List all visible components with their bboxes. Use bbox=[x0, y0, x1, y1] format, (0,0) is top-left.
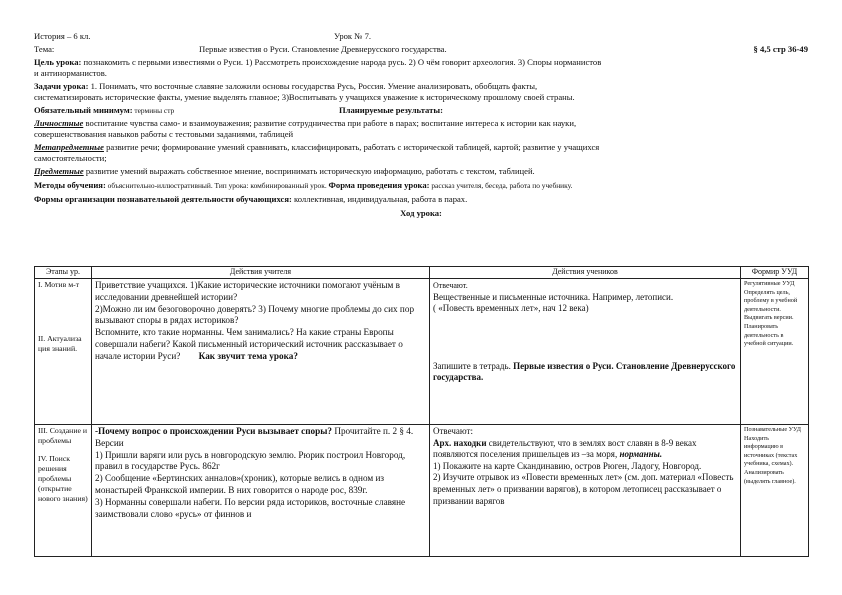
meta-text: развитие речи; формирование умений сравнивать, классифицировать, работать с исторической таблицей, картой; развитие у учащихся bbox=[103, 142, 600, 152]
table-row bbox=[35, 279, 809, 425]
uud-cell bbox=[741, 425, 809, 557]
pupil-actions-cell bbox=[430, 425, 741, 557]
teacher-actions-cell bbox=[92, 425, 430, 557]
textbook-pages: § 4,5 стр 36-49 bbox=[753, 44, 808, 54]
tasks-text: 1. Понимать, что восточные славяне заложили основы государства Русь, Россия. Умение анализировать, обобщать факты, bbox=[88, 81, 538, 91]
forms-text: коллективная, индивидуальная, работа в парах. bbox=[291, 194, 468, 204]
teacher-paragraph: -Почему вопрос о происхождении Руси вызывает споры? Прочитайте п. 2 § 4. Версии bbox=[95, 426, 414, 448]
course-title: Ход урока: bbox=[400, 208, 442, 218]
goal-label: Цель урока: bbox=[34, 57, 82, 67]
lesson-form-label: Форма проведения урока: bbox=[328, 180, 430, 190]
pupil-answer: Отвечают. bbox=[433, 281, 468, 290]
subject-title: История – 6 кл. bbox=[34, 31, 91, 41]
stage-cell bbox=[35, 279, 92, 425]
teacher-paragraph: 2) Сообщение «Бертинских анналов»(хроник), которые велись в одном из монастырей Франкской империи. В них говорится о народе рос, 839г. bbox=[95, 473, 385, 495]
meta-label: Метапредметные bbox=[34, 142, 104, 152]
minimum-text: термины стр bbox=[132, 106, 175, 115]
minimum-label: Обязательный минимум: bbox=[34, 105, 133, 115]
pupil-answer: 2) Изучите отрывок из «Повести временных лет» (см. доп. материал «Повесть временных лет» о призвании варягов), в котором летописец рассказывает о призвании варягов bbox=[433, 472, 734, 506]
header-line-1 bbox=[34, 31, 808, 42]
personal-line-2 bbox=[34, 129, 808, 140]
teacher-paragraph: 3) Норманны совершали набеги. По версии ряда историков, восточные славяне заимствовали слово «русь» от финнов и bbox=[95, 496, 406, 519]
topic-title: Первые известия о Руси. Становление Древнерусского государства. bbox=[199, 44, 447, 54]
tasks-label: Задачи урока: bbox=[34, 81, 89, 91]
forms-label: Формы организации познавательной деятельности обучающихся: bbox=[34, 194, 292, 204]
tasks-line-2 bbox=[34, 92, 808, 103]
goal-line-2 bbox=[34, 68, 808, 79]
stage-motivation: I. Мотив м-т bbox=[38, 280, 80, 289]
subject-results-label: Предметные bbox=[34, 166, 84, 176]
lesson-number: Урок № 7. bbox=[334, 31, 372, 41]
teacher-paragraph: Приветствие учащихся. 1)Какие исторические источники помогают учёным в исследовании древнейшей истории? bbox=[95, 280, 400, 302]
meta-line bbox=[34, 142, 808, 153]
methods-line bbox=[34, 180, 808, 191]
meta-text-2: самостоятельности; bbox=[34, 153, 107, 163]
uud-text: Регулятивные УУД Определять цель, проблему в учебной деятельности. Выдвигать версии. Планировать деятельность в учебной ситуации. bbox=[744, 280, 798, 348]
teacher-paragraph: Вспомните, кто такие норманны. Чем занимались? На какие страны Европы совершали набеги? Какой письменный исторический источник рассказывает о начале истории Руси? Как звучит тема урока? bbox=[95, 327, 403, 361]
meta-line-2 bbox=[34, 153, 808, 164]
methods-text: объяснительно-иллюстративный. Тип урока: комбинированный урок. bbox=[105, 181, 329, 190]
forms-line bbox=[34, 194, 808, 205]
lesson-topic-bold: Первые известия о Руси. Становление Древнерусского государства. bbox=[433, 360, 736, 383]
header-line-2 bbox=[34, 44, 808, 55]
lesson-table bbox=[34, 266, 809, 557]
topic-label: Тема: bbox=[34, 44, 55, 54]
col-header-pupils: Действия учеников bbox=[430, 267, 741, 279]
uud-cell bbox=[741, 279, 809, 425]
pupil-answer: Запишите в тетрадь. Первые известия о Руси. Становление Древнерусского государства. bbox=[433, 360, 736, 383]
personal-line bbox=[34, 118, 808, 129]
subject-results-line bbox=[34, 166, 808, 177]
minimum-line bbox=[34, 105, 808, 116]
pupil-actions-cell bbox=[430, 279, 741, 425]
table-row bbox=[35, 425, 809, 557]
teacher-actions-cell bbox=[92, 279, 430, 425]
goal-text: познакомить с первыми известиями о Руси. 1) Рассмотреть происхождение народа русь. 2) О чём говорит археология. 3) Споры норманистов bbox=[81, 57, 602, 67]
stage-actualization: II. Актуализа ция знаний. bbox=[38, 334, 82, 353]
teacher-question: -Почему вопрос о происхождении Руси вызывает споры? bbox=[95, 426, 333, 436]
pupil-answer: ( «Повесть временных лет», нач 12 века) bbox=[433, 303, 589, 314]
personal-text-2: совершенствования навыков работы с тестовыми заданиями, таблицей bbox=[34, 129, 294, 139]
pupil-answer: Арх. находки свидетельствуют, что в землях вост славян в 8-9 веках появляются поселения пришельцев из –за моря, норманны. bbox=[433, 437, 697, 460]
subject-results-text: развитие умений выражать собственное мнение, воспринимать историческую информацию, работать с текстом, таблицей. bbox=[83, 166, 535, 176]
goal-text-2: и антинорманистов. bbox=[34, 68, 107, 78]
goal-line bbox=[34, 57, 808, 68]
methods-label: Методы обучения: bbox=[34, 180, 106, 190]
teacher-paragraph: 2)Можно ли им безоговорочно доверять? 3) Почему многие проблемы до сих пор вызывают споры в рядах историков? bbox=[95, 303, 415, 326]
tasks-text-2: систематизировать исторические факты, умение выделять главное; 3)Воспитывать у учащихся уважение к историческому прошлому своей страны. bbox=[34, 92, 575, 102]
col-header-teacher: Действия учителя bbox=[92, 267, 430, 279]
stage-solution: IV. Поиск решения проблемы (открытие нового знания) bbox=[38, 454, 88, 503]
col-header-stages: Этапы ур. bbox=[35, 267, 92, 279]
pupil-answer: Отвечают: bbox=[433, 426, 473, 436]
pupil-answer: Вещественные и письменные источника. Например, летописи. bbox=[433, 291, 674, 302]
planned-results-label: Планируемые результаты: bbox=[339, 105, 443, 115]
stage-problem: III. Создание и проблемы bbox=[38, 426, 88, 445]
personal-text: воспитание чувства само- и взаимоуважения; развитие сотрудничества при работе в парах; воспитание интереса к истории как науки, bbox=[83, 118, 577, 128]
col-header-uud: Формир УУД bbox=[741, 267, 809, 279]
uud-text: Познавательные УУД Находить информацию в источниках (текстах учебника, схемах). Анализировать (выделять главное). bbox=[744, 426, 801, 485]
teacher-paragraph: 1) Пришли варяги или русь в новгородскую землю. Рюрик построил Новгород, правил в государстве Русь. 862г bbox=[95, 449, 406, 472]
personal-label: Личностные bbox=[34, 118, 84, 128]
tasks-line bbox=[34, 81, 808, 92]
table-header-row bbox=[35, 267, 809, 279]
lesson-form-text: рассказ учителя, беседа, работа по учебнику. bbox=[429, 181, 573, 190]
pupil-answer: 1) Покажите на карте Скандинавию, остров Рюген, Ладогу, Новгород. bbox=[433, 460, 702, 471]
stage-cell bbox=[35, 425, 92, 557]
teacher-question: Как звучит тема урока? bbox=[198, 350, 298, 361]
